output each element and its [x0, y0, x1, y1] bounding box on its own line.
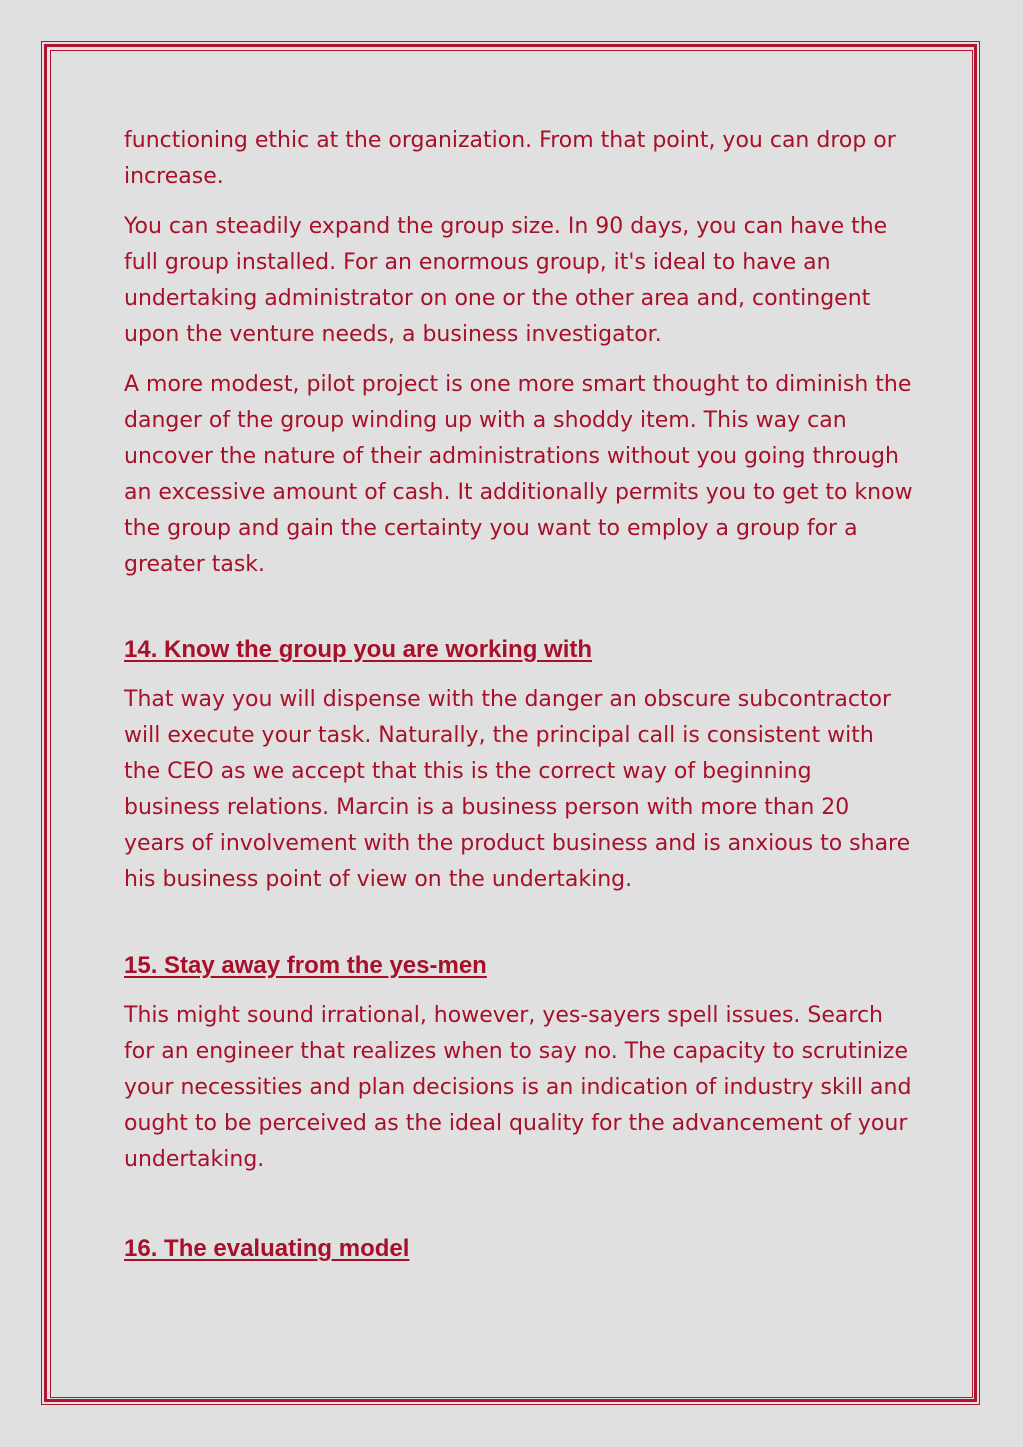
- section-body-14: That way you will dispense with the danger an obscure subcontractor will execute your task. Naturally, the principal call is consistent with the CEO as we accept that this is the correct way of beginning business relations. Marcin is a business person with more than 20 years of involvement with the product business and is anxious to share his business point of view on the undertaking.: [124, 687, 911, 892]
- paragraph-intro-1: functioning ethic at the organization. From that point, you can drop or increase.: [124, 128, 896, 189]
- paragraph-intro-3: A more modest, pilot project is one more smart thought to diminish the danger of the group winding up with a shoddy item. This way can uncover the nature of their administrations without you going through an excessive amount of cash. It additionally permits you to get to know the group and gain the certainty you want to employ a group for a greater task.: [124, 372, 913, 577]
- section-body-15: This might sound irrational, however, yes-sayers spell issues. Search for an engineer that realizes when to say no. The capacity to scrutinize your necessities and plan decisions is an indication of industry skill and ought to be perceived as the ideal quality for the advancement of your undertaking.: [124, 1003, 912, 1172]
- section-heading-15: 15. Stay away from the yes-men: [124, 952, 487, 979]
- section-heading-14: 14. Know the group you are working with: [124, 636, 593, 663]
- document-body: [124, 123, 914, 1267]
- section-heading-16: 16. The evaluating model: [124, 1235, 410, 1262]
- paragraph-intro-2: You can steadily expand the group size. In 90 days, you can have the full group installed. For an enormous group, it's ideal to have an undertaking administrator on one or the other area and, contingent upon the venture needs, a business investigator.: [124, 214, 888, 347]
